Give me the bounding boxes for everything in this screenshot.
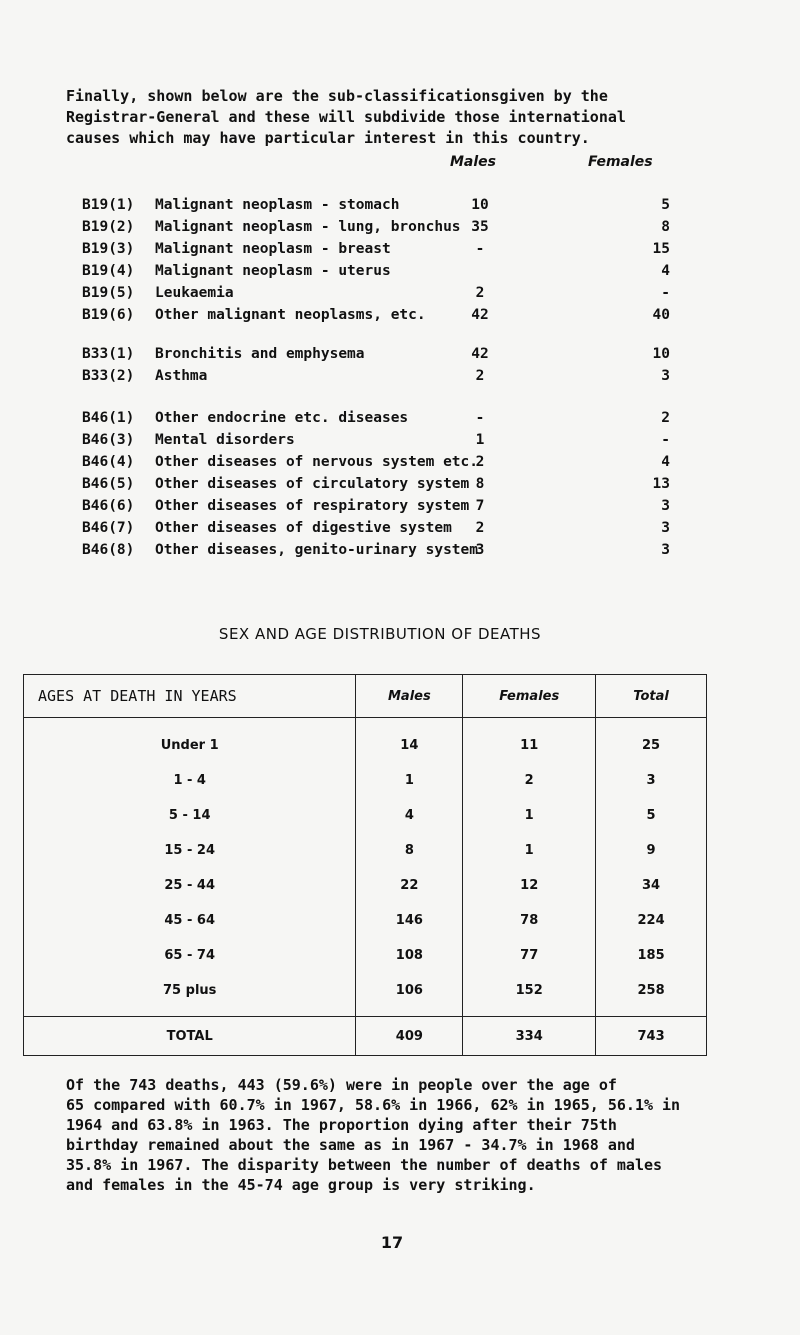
total-count: 224 <box>596 903 707 938</box>
cause-females-count: 10 <box>652 346 670 362</box>
table-row <box>24 833 707 868</box>
females-count: 11 <box>463 718 596 764</box>
total-count: 3 <box>596 763 707 798</box>
total-count: 258 <box>596 973 707 1017</box>
cause-description: Malignant neoplasm - breast <box>155 241 391 257</box>
cause-code: B46(7) <box>82 520 135 536</box>
males-count: 1 <box>356 763 463 798</box>
intro-paragraph: Finally, shown below are the sub-classificationsgiven by the Registrar-General and these will subdivide those international causes which may have particular interest in this country. <box>66 87 626 147</box>
age-distribution-table <box>23 674 707 1056</box>
cause-females-count: 3 <box>661 520 670 536</box>
cause-females-count: 40 <box>652 307 670 323</box>
cause-females-count: 8 <box>661 219 670 235</box>
cause-code: B33(1) <box>82 346 135 362</box>
males-count: 4 <box>356 798 463 833</box>
table-header-row <box>24 675 707 718</box>
males-count: 22 <box>356 868 463 903</box>
age-group: 15 - 24 <box>24 833 356 868</box>
cause-males-count: 2 <box>475 454 485 470</box>
cause-description: Bronchitis and emphysema <box>155 346 365 362</box>
cause-description: Other diseases, genito-urinary system <box>155 542 479 558</box>
cause-females-count: 4 <box>661 263 670 279</box>
cause-males-count: 2 <box>475 368 485 384</box>
cause-males-count: 2 <box>475 285 485 301</box>
table-body <box>24 718 707 1017</box>
cause-code: B19(2) <box>82 219 135 235</box>
females-count: 1 <box>463 798 596 833</box>
females-count: 78 <box>463 903 596 938</box>
total-row <box>24 1017 707 1056</box>
cause-males-count: 10 <box>471 197 489 213</box>
cause-description: Other diseases of nervous system etc. <box>155 454 479 470</box>
page-number: 17 <box>380 1233 404 1252</box>
age-group: 45 - 64 <box>24 903 356 938</box>
cause-code: B46(6) <box>82 498 135 514</box>
total-header: Total <box>596 675 707 718</box>
males-count: 8 <box>356 833 463 868</box>
males-count: 108 <box>356 938 463 973</box>
cause-females-count: 3 <box>661 368 670 384</box>
cause-code: B19(3) <box>82 241 135 257</box>
total-label: TOTAL <box>24 1017 356 1056</box>
females-count: 12 <box>463 868 596 903</box>
total-all: 743 <box>596 1017 707 1056</box>
section-heading: SEX AND AGE DISTRIBUTION OF DEATHS <box>218 625 542 643</box>
cause-code: B46(3) <box>82 432 135 448</box>
cause-code: B46(4) <box>82 454 135 470</box>
cause-males-count: 8 <box>475 476 485 492</box>
age-group: 5 - 14 <box>24 798 356 833</box>
cause-description: Malignant neoplasm - lung, bronchus <box>155 219 461 235</box>
cause-description: Other diseases of circulatory system <box>155 476 470 492</box>
males-header: Males <box>356 675 463 718</box>
males-column-header: Males <box>450 154 497 170</box>
total-count: 5 <box>596 798 707 833</box>
cause-description: Leukaemia <box>155 285 234 301</box>
males-count: 146 <box>356 903 463 938</box>
cause-description: Other malignant neoplasms, etc. <box>155 307 426 323</box>
cause-females-count: 3 <box>661 498 670 514</box>
cause-code: B46(8) <box>82 542 135 558</box>
summary-paragraph: Of the 743 deaths, 443 (59.6%) were in people over the age of 65 compared with 60.7% in 1967, 58.6% in 1966, 62% in 1965, 56.1% in 1964 and 63.8% in 1963. The proportion dying after their 75th birthday remained about the same as in 1967 - 34.7% in 1968 and 35.8% in 1967. The disparity between the number of deaths of males and females in the 45-74 age group is very striking. <box>66 1076 681 1194</box>
table-row <box>24 763 707 798</box>
total-count: 9 <box>596 833 707 868</box>
cause-description: Other diseases of respiratory system <box>155 498 470 514</box>
males-count: 14 <box>356 718 463 764</box>
cause-males-count: 42 <box>471 307 489 323</box>
cause-code: B19(1) <box>82 197 135 213</box>
cause-females-count: 15 <box>652 241 670 257</box>
total-males: 409 <box>356 1017 463 1056</box>
females-count: 77 <box>463 938 596 973</box>
cause-code: B19(5) <box>82 285 135 301</box>
total-count: 34 <box>596 868 707 903</box>
females-header: Females <box>463 675 596 718</box>
cause-males-count: 1 <box>475 432 485 448</box>
males-count: 106 <box>356 973 463 1017</box>
cause-description: Mental disorders <box>155 432 295 448</box>
table-row <box>24 973 707 1017</box>
cause-description: Other diseases of digestive system <box>155 520 452 536</box>
cause-males-count: - <box>475 410 485 426</box>
age-group: 25 - 44 <box>24 868 356 903</box>
cause-code: B46(5) <box>82 476 135 492</box>
cause-code: B33(2) <box>82 368 135 384</box>
cause-code: B46(1) <box>82 410 135 426</box>
cause-females-count: 2 <box>661 410 670 426</box>
cause-females-count: - <box>661 432 670 448</box>
females-count: 2 <box>463 763 596 798</box>
cause-females-count: 3 <box>661 542 670 558</box>
females-count: 152 <box>463 973 596 1017</box>
cause-description: Asthma <box>155 368 208 384</box>
cause-males-count: 2 <box>475 520 485 536</box>
cause-code: B19(6) <box>82 307 135 323</box>
total-count: 185 <box>596 938 707 973</box>
females-column-header: Females <box>588 154 653 170</box>
age-group: 75 plus <box>24 973 356 1017</box>
ages-header: AGES AT DEATH IN YEARS <box>24 675 356 718</box>
total-females: 334 <box>463 1017 596 1056</box>
total-count: 25 <box>596 718 707 764</box>
cause-description: Malignant neoplasm - uterus <box>155 263 391 279</box>
cause-code: B19(4) <box>82 263 135 279</box>
cause-females-count: 4 <box>661 454 670 470</box>
cause-description: Other endocrine etc. diseases <box>155 410 409 426</box>
cause-females-count: - <box>661 285 670 301</box>
table-row <box>24 798 707 833</box>
cause-females-count: 5 <box>661 197 670 213</box>
age-group: 1 - 4 <box>24 763 356 798</box>
table-row <box>24 938 707 973</box>
cause-males-count: 3 <box>475 542 485 558</box>
cause-males-count: 42 <box>471 346 489 362</box>
cause-males-count: 7 <box>475 498 485 514</box>
cause-description: Malignant neoplasm - stomach <box>155 197 400 213</box>
cause-females-count: 13 <box>652 476 670 492</box>
cause-males-count: - <box>475 241 485 257</box>
cause-males-count: 35 <box>471 219 489 235</box>
females-count: 1 <box>463 833 596 868</box>
age-group: Under 1 <box>24 718 356 764</box>
table-row <box>24 718 707 764</box>
table-row <box>24 903 707 938</box>
table-row <box>24 868 707 903</box>
age-group: 65 - 74 <box>24 938 356 973</box>
